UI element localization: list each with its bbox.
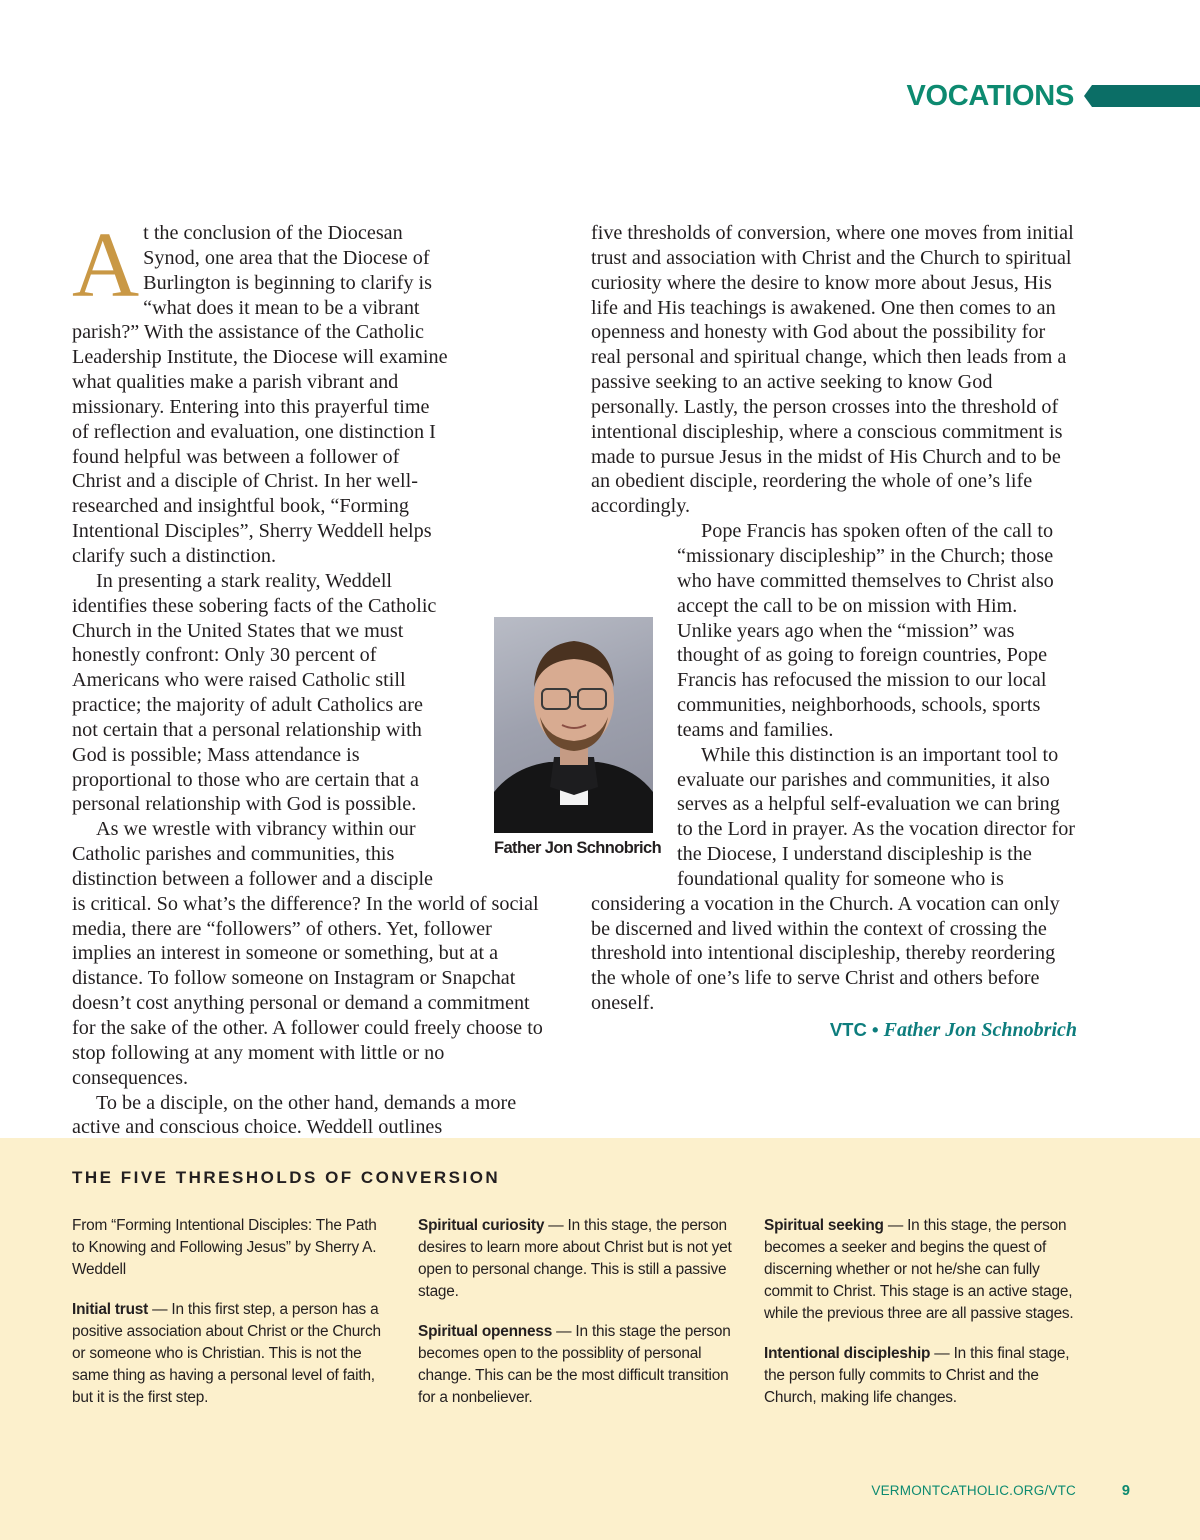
stage-item: Initial trust — In this first step, a person has a positive association about Christ or the Church or someone who is Christian. This is not the same thing as having a personal level of faith, but it is the first step. — [72, 1301, 381, 1406]
stage-name: Initial trust — [72, 1301, 149, 1318]
article-paragraph: In presenting a stark reality, Weddell identifies these sobering facts of the Catholic Church in the United States that we must honestly confront: Only 30 percent of Americans who were raised Catholic still practice; the majority of adult Catholics are not certain that a personal relationship with God is possible; Mass attendance is proportional to those who are certain that a personal relationship with God is possible. — [72, 569, 437, 816]
photo-wrap-spacer — [591, 569, 677, 867]
byline — [591, 1018, 1077, 1043]
stage-name: Intentional discipleship — [764, 1345, 931, 1362]
section-tab-marker — [1084, 85, 1200, 107]
section-header — [906, 76, 1200, 116]
byline-separator: • — [866, 1019, 884, 1040]
article-paragraph: five thresholds of conversion, where one moves from initial trust and association with Christ and the Church to spiritual curiosity where the desire to know more about Jesus, His life and His teachings is awakened. One then comes to an openness and honesty with God about the possibility for real personal and spiritual change, which then leads from a passive seeking to an active seeking to know God personally. Lastly, the person crosses into the threshold of intentional discipleship, where a conscious commitment is made to pursue Jesus in the midst of His Church and to be an obedient disciple, reordering the whole of one’s life accordingly. — [591, 222, 1074, 518]
sidebar-column — [72, 1215, 392, 1427]
photo-caption: Father Jon Schnobrich — [494, 839, 662, 857]
footer-url-link[interactable]: VERMONTCATHOLIC.ORG/VTC — [871, 1483, 1076, 1498]
stage-name: Spiritual seeking — [764, 1217, 884, 1234]
article-column-left — [72, 214, 556, 1140]
stage-name: Spiritual curiosity — [418, 1217, 545, 1234]
stage-item: Intentional discipleship — In this final stage, the person fully commits to Christ and the Church, making life changes. — [764, 1345, 1070, 1406]
page-number: 9 — [1121, 1483, 1130, 1499]
sidebar-column — [764, 1215, 1084, 1427]
article-column-right — [591, 221, 1077, 1043]
sidebar-title: THE FIVE THRESHOLDS OF CONVERSION — [72, 1168, 501, 1187]
stage-item: Spiritual curiosity — In this stage, the person desires to learn more about Christ but is not yet open to personal change. This is still a passive stage. — [418, 1217, 732, 1300]
article-paragraph: At the conclusion of the Diocesan Synod, one area that the Diocese of Burlington is beginning to clarify is “what does it mean to be a vibrant parish?” With the assistance of the Catholic Leadership Institute, the Diocese will examine what qualities make a parish vibrant and missionary. Entering into this prayerful time of reflection and evaluation, one distinction I found helpful was between a follower of Christ and a disciple of Christ. In her well-researched and insightful book, “Forming Intentional Disciples”, Sherry Weddell helps clarify such a distinction. — [72, 214, 448, 567]
byline-author: Father Jon Schnobrich — [883, 1019, 1077, 1041]
byline-publication: VTC — [829, 1019, 867, 1040]
article-paragraph: As we wrestle with vibrancy within our Catholic parishes and communities, this distinction between a follower and a disciple is critical. So what’s the difference? In the world of social media, there are “followers” of others. Yet, follower implies an interest in someone or something, but at a distance. To follow someone on Instagram or Snapchat doesn’t cost anything personal or demand a commitment for the sake of the other. A follower could freely choose to stop following at any moment with little or no consequences. — [72, 818, 543, 1089]
section-title: VOCATIONS — [906, 79, 1074, 112]
sidebar-source: From “Forming Intentional Disciples: The Path to Knowing and Following Jesus” by Sherry A. Weddell — [72, 1217, 377, 1278]
stage-item: Spiritual openness — In this stage the person becomes open to the possiblity of personal change. This can be the most difficult transition for a nonbeliever. — [418, 1323, 731, 1406]
article-paragraph: While this distinction is an important tool to evaluate our parishes and communities, it also serves as a helpful self-evaluation we can bring to the Lord in prayer. As the vocation director for the Diocese, I understand discipleship is the foundational quality for someone who is considering a vocation in the Church. A vocation can only be discerned and lived within the context of crossing the threshold into intentional discipleship, thereby reordering the whole of one’s life to serve Christ and others before oneself. — [591, 743, 1076, 1015]
drop-cap: A — [72, 214, 140, 317]
stage-name: Spiritual openness — [418, 1323, 553, 1340]
sidebar-column — [418, 1215, 738, 1427]
article-paragraph: Pope Francis has spoken often of the call to “missionary discipleship” in the Church; those who have committed themselves to Christ also accept the call to be on mission with Him. Unlike years ago when the “mission” was thought of as going to foreign countries, Pope Francis has refocused the mission to our local communities, neighborhoods, schools, sports teams and families. — [677, 520, 1054, 741]
sidebar-box — [0, 1138, 1200, 1540]
article-paragraph: To be a disciple, on the other hand, demands a more active and conscious choice. Weddell outlines — [72, 1091, 517, 1139]
stage-item: Spiritual seeking — In this stage, the person becomes a seeker and begins the quest of discerning whether or not he/she can fully commit to Christ. This stage is an active stage, while the previous three are all passive stages. — [764, 1217, 1074, 1322]
